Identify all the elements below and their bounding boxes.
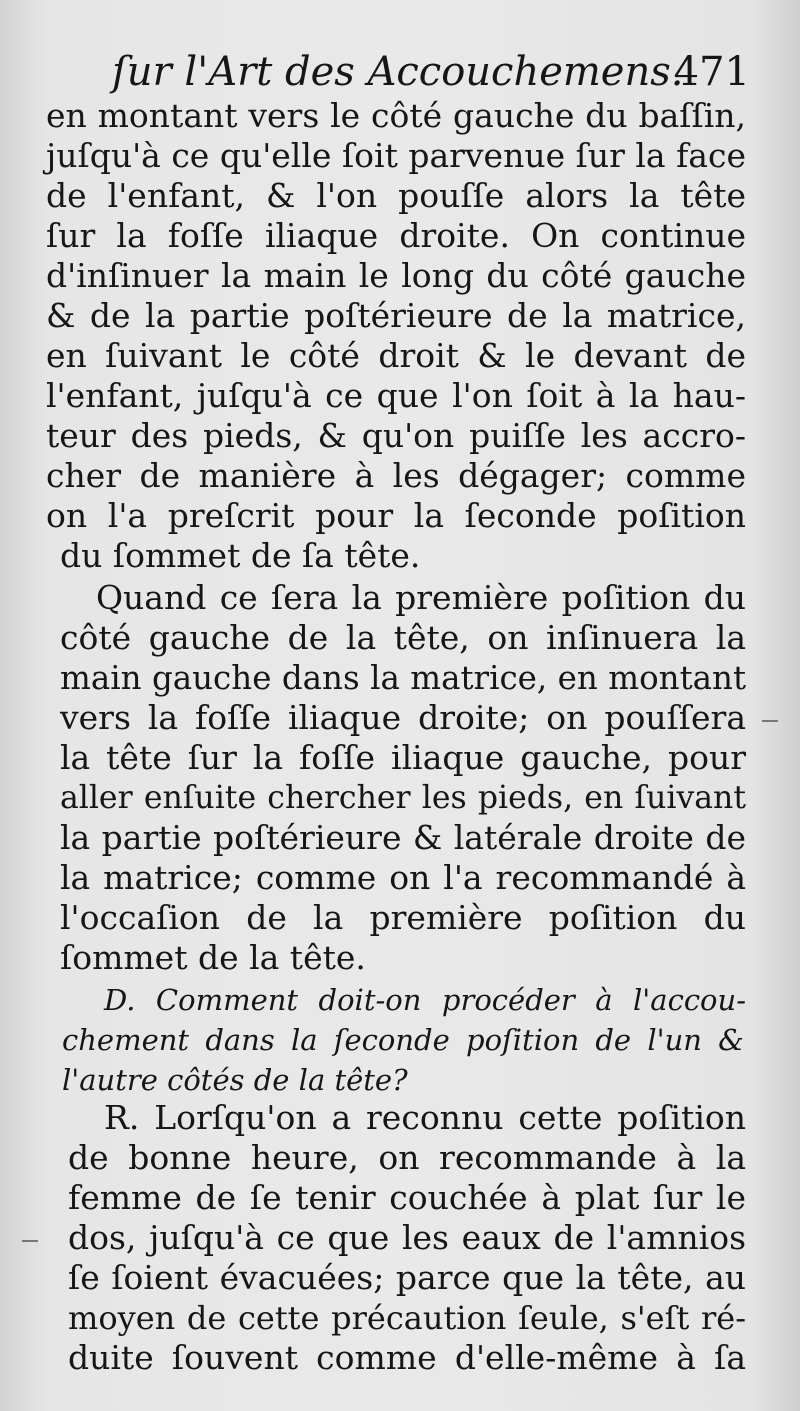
- text-line: cher de manière à les dégager; comme: [46, 456, 746, 495]
- text-line: main gauche dans la matrice, en montant: [60, 659, 746, 697]
- margin-dash: [22, 1240, 38, 1242]
- margin-dash: [762, 720, 778, 722]
- text-line: la matrice; comme on l'a recommandé à: [60, 858, 746, 897]
- running-title: ſur l'Art des Accouchemens.: [112, 49, 684, 95]
- text-line: teur des pieds, & qu'on puiſſe les accro-: [46, 416, 746, 455]
- text-line: de bonne heure, on recommande à la: [68, 1138, 746, 1177]
- text-line: la partie poſtérieure & latérale droite de: [60, 818, 746, 857]
- text-line: l'enfant, juſqu'à ce que l'on ſoit à la hau-: [46, 376, 746, 415]
- text-line: moyen de cette précaution ſeule, s'eſt ré-: [68, 1299, 746, 1337]
- text-line: aller enſuite chercher les pieds, en ſuivant: [60, 780, 746, 816]
- text-line: juſqu'à ce qu'elle ſoit parvenue ſur la face: [46, 136, 746, 175]
- text-line: d'inſinuer la main le long du côté gauche: [46, 256, 746, 295]
- page-number: 471: [673, 49, 750, 95]
- page-header: [112, 42, 750, 102]
- text-line: l'occaſion de la première poſition du: [60, 898, 746, 937]
- text-line: du ſommet de ſa tête.: [60, 536, 421, 575]
- text-line: côté gauche de la tête, on inſinuera la: [60, 618, 746, 657]
- text-line: en ſuivant le côté droit & le devant de: [46, 336, 746, 375]
- text-line: duite ſouvent comme d'elle-même à ſa: [68, 1338, 746, 1377]
- text-line: la tête ſur la foſſe iliaque gauche, pour: [60, 738, 746, 777]
- text-line: ſur la foſſe iliaque droite. On continue: [46, 216, 746, 255]
- paragraph-first-line: Quand ce ſera la première poſition du: [96, 578, 746, 617]
- text-line: ſe ſoient évacuées; parce que la tête, au: [68, 1258, 746, 1297]
- text-line: de l'enfant, & l'on pouſſe alors la tête: [46, 176, 746, 215]
- text-line: dos, juſqu'à ce que les eaux de l'amnios: [68, 1218, 746, 1257]
- text-line: vers la foſſe iliaque droite; on pouſſera: [60, 698, 746, 737]
- question-line: D. Comment doit-on procéder à l'accou-: [104, 983, 746, 1017]
- answer-first-line: R. Lorſqu'on a reconnu cette poſition: [104, 1098, 746, 1137]
- text-line: en montant vers le côté gauche du baſſin,: [46, 96, 746, 135]
- text-line: femme de ſe tenir couchée à plat ſur le: [68, 1178, 746, 1217]
- question-line: l'autre côtés de la tête?: [62, 1063, 408, 1097]
- text-line: & de la partie poſtérieure de la matrice,: [46, 296, 746, 335]
- text-line: ſommet de la tête.: [60, 938, 366, 977]
- text-line: on l'a preſcrit pour la ſeconde poſition: [46, 496, 746, 535]
- question-line: chement dans la ſeconde poſition de l'un &: [62, 1023, 744, 1057]
